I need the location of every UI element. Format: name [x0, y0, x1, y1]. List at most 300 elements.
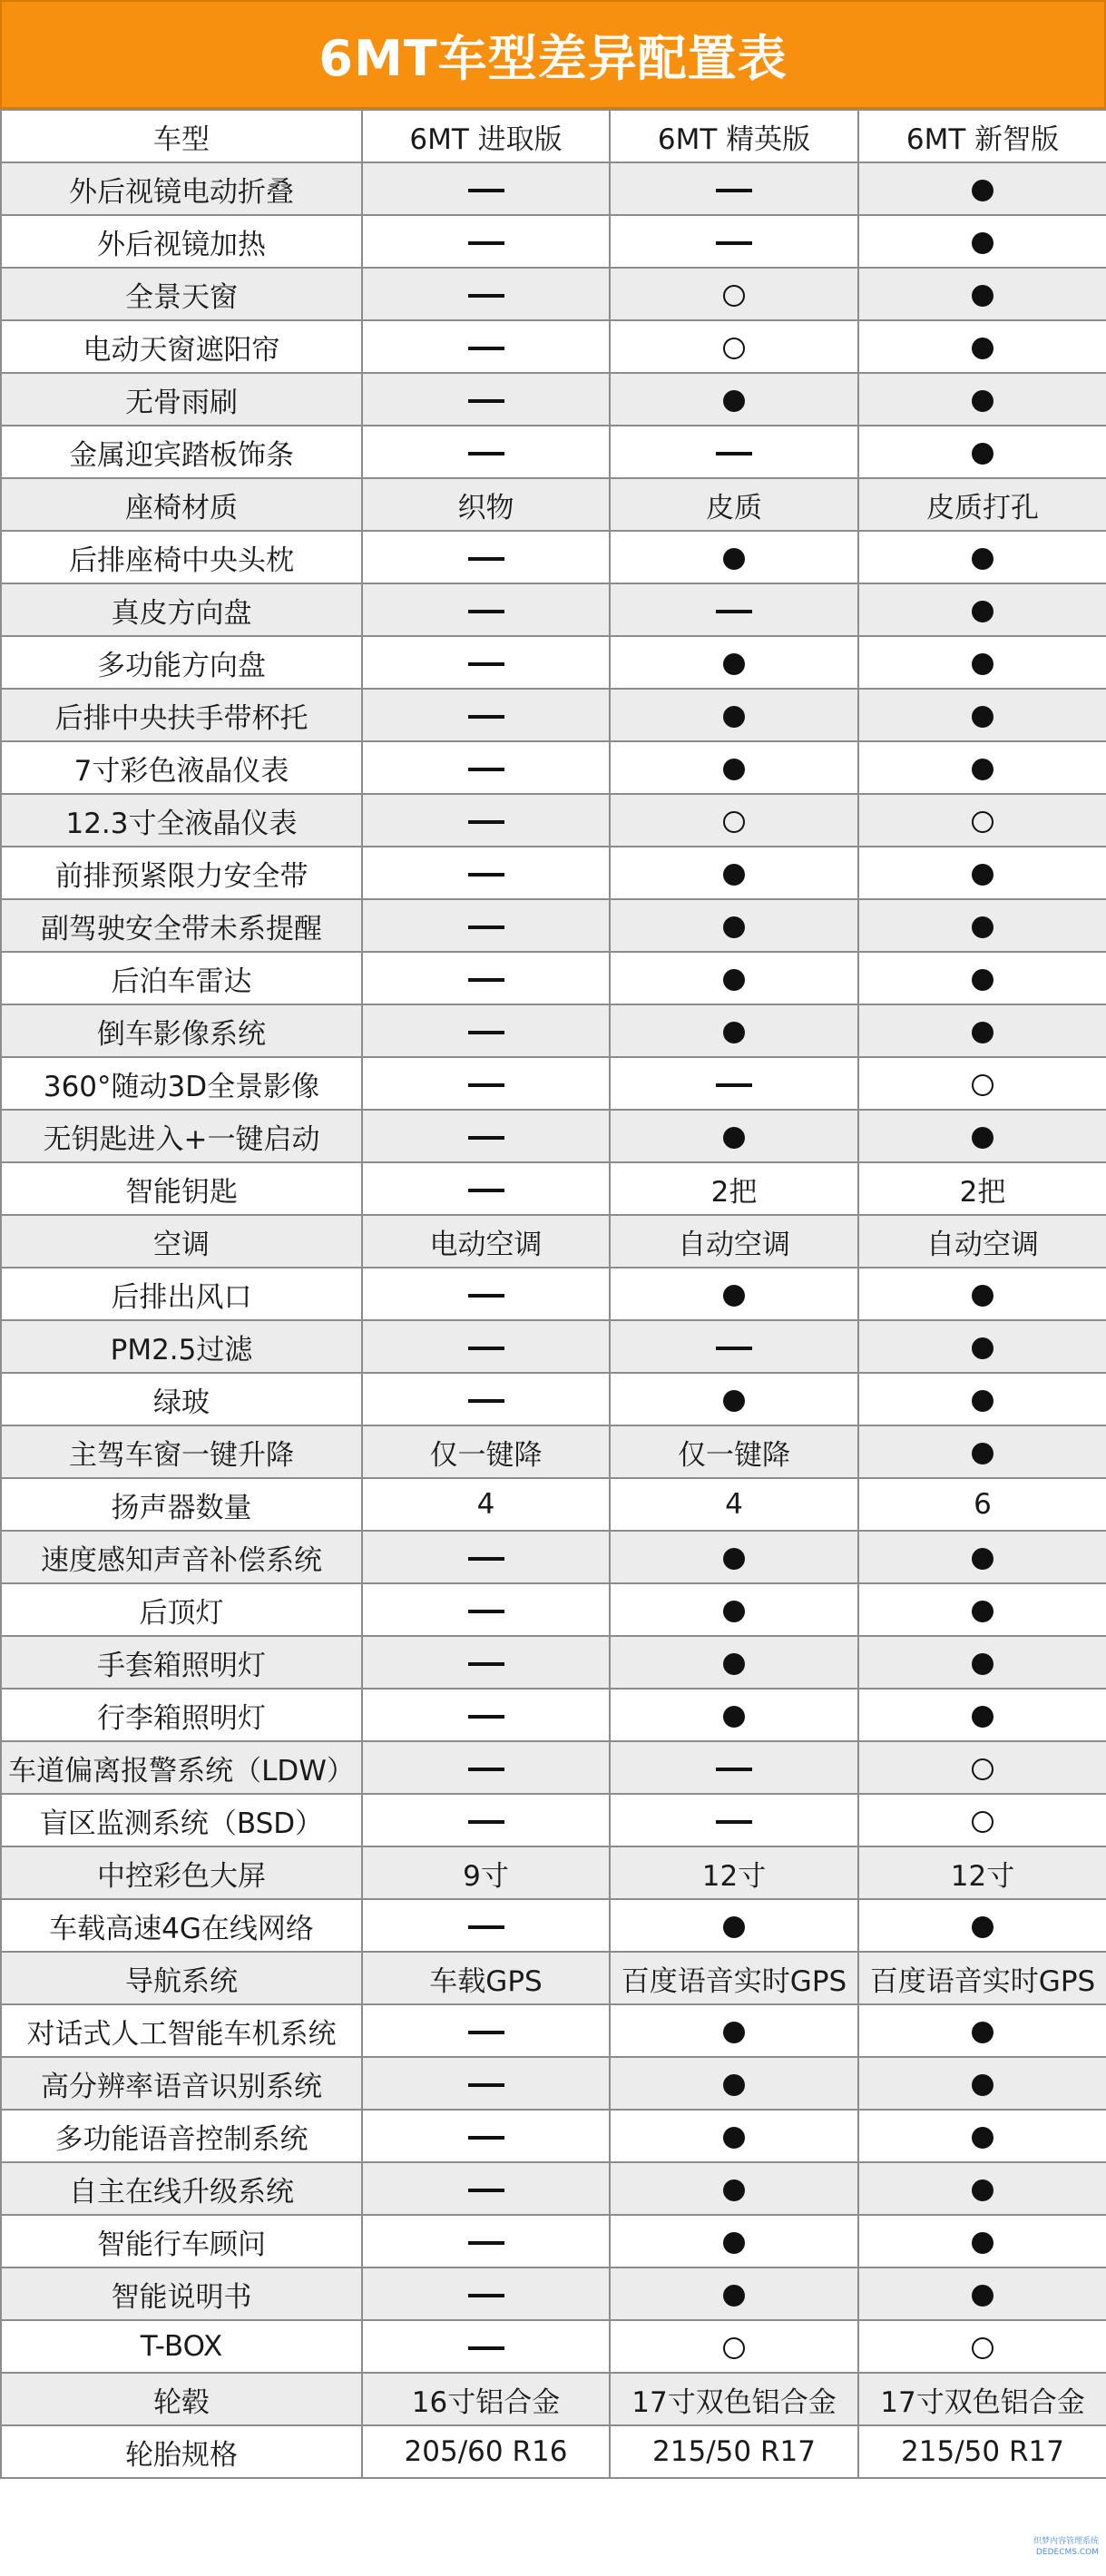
cell-trim-3 [858, 2057, 1106, 2110]
optional-hollow-circle [723, 285, 745, 307]
row-label: 行李箱照明灯 [1, 1689, 362, 1741]
row-label: 360°随动3D全景影像 [1, 1057, 362, 1110]
cell-trim-1 [362, 2110, 610, 2162]
cell-trim-2 [610, 1268, 858, 1320]
standard-filled-circle [972, 916, 993, 938]
cell-trim-1 [362, 426, 610, 478]
cell-trim-3 [858, 1004, 1106, 1057]
not-available-dash [468, 294, 504, 298]
table-row [1, 2004, 1106, 2057]
table-row [1, 373, 1106, 426]
not-available-dash [468, 2241, 504, 2245]
table-row [1, 1741, 1106, 1794]
cell-trim-2 [610, 847, 858, 899]
cell-trim-1: 仅一键降 [362, 1425, 610, 1478]
cell-trim-2 [610, 1110, 858, 1162]
cell-trim-2 [610, 1583, 858, 1636]
standard-filled-circle [972, 1337, 993, 1359]
standard-filled-circle [723, 390, 745, 412]
cell-trim-1 [362, 162, 610, 215]
table-row [1, 1110, 1106, 1162]
table-row [1, 2110, 1106, 2162]
watermark-line-2: DEDECMS.COM [1036, 2548, 1099, 2557]
standard-filled-circle [723, 1706, 745, 1728]
standard-filled-circle [972, 1390, 993, 1412]
table-row [1, 1583, 1106, 1636]
table-header-row [1, 110, 1106, 162]
table-row [1, 952, 1106, 1004]
cell-trim-3 [858, 373, 1106, 426]
optional-hollow-circle [972, 811, 993, 833]
cell-trim-3 [858, 1794, 1106, 1846]
optional-hollow-circle [723, 811, 745, 833]
standard-filled-circle [972, 390, 993, 412]
row-label: 外后视镜电动折叠 [1, 162, 362, 215]
cell-trim-2 [610, 215, 858, 268]
standard-filled-circle [723, 1285, 745, 1307]
cell-trim-2 [610, 741, 858, 794]
standard-filled-circle [723, 2127, 745, 2149]
cell-trim-3 [858, 794, 1106, 847]
not-available-dash [716, 610, 752, 613]
not-available-dash [716, 1083, 752, 1087]
table-row [1, 1846, 1106, 1899]
cell-trim-2: 自动空调 [610, 1215, 858, 1268]
table-row [1, 1899, 1106, 1952]
not-available-dash [468, 768, 504, 771]
not-available-dash [468, 1294, 504, 1298]
cell-trim-2 [610, 2162, 858, 2215]
row-label: 空调 [1, 1215, 362, 1268]
cell-trim-3 [858, 2162, 1106, 2215]
cell-trim-1 [362, 1373, 610, 1425]
standard-filled-circle [972, 2074, 993, 2096]
cell-trim-1 [362, 741, 610, 794]
table-row [1, 162, 1106, 215]
row-label: 后排中央扶手带杯托 [1, 689, 362, 741]
standard-filled-circle [972, 1022, 993, 1043]
standard-filled-circle [723, 706, 745, 728]
cell-trim-1 [362, 2004, 610, 2057]
cell-trim-2 [610, 794, 858, 847]
cell-trim-1: 4 [362, 1478, 610, 1531]
row-label: 后排出风口 [1, 1268, 362, 1320]
table-row [1, 215, 1106, 268]
standard-filled-circle [723, 864, 745, 886]
cell-trim-2 [610, 426, 858, 478]
cell-trim-1 [362, 1689, 610, 1741]
not-available-dash [468, 820, 504, 824]
row-label: 后顶灯 [1, 1583, 362, 1636]
table-row [1, 847, 1106, 899]
not-available-dash [468, 2294, 504, 2297]
cell-trim-3 [858, 1636, 1106, 1689]
row-label: 车载高速4G在线网络 [1, 1899, 362, 1952]
cell-trim-2: 百度语音实时GPS [610, 1952, 858, 2004]
cell-trim-1 [362, 1110, 610, 1162]
table-row [1, 2162, 1106, 2215]
cell-trim-2 [610, 583, 858, 636]
cell-trim-1: 车载GPS [362, 1952, 610, 2004]
cell-trim-2 [610, 373, 858, 426]
not-available-dash [468, 610, 504, 613]
cell-trim-1 [362, 2320, 610, 2373]
table-row [1, 1794, 1106, 1846]
optional-hollow-circle [972, 1074, 993, 1096]
row-label: 7寸彩色液晶仪表 [1, 741, 362, 794]
standard-filled-circle [723, 759, 745, 780]
table-row [1, 478, 1106, 531]
standard-filled-circle [972, 969, 993, 991]
table-row [1, 741, 1106, 794]
standard-filled-circle [723, 1653, 745, 1675]
cell-trim-3 [858, 162, 1106, 215]
cell-trim-2 [610, 1689, 858, 1741]
cell-trim-3 [858, 689, 1106, 741]
row-label: 无钥匙进入+一键启动 [1, 1110, 362, 1162]
cell-trim-2 [610, 1057, 858, 1110]
cell-trim-3 [858, 2215, 1106, 2267]
standard-filled-circle [723, 2285, 745, 2307]
cell-trim-1 [362, 583, 610, 636]
cell-trim-1: 205/60 R16 [362, 2425, 610, 2478]
cell-trim-1 [362, 2215, 610, 2267]
table-row [1, 2425, 1106, 2478]
table-row [1, 1636, 1106, 1689]
table-row [1, 1373, 1106, 1425]
standard-filled-circle [972, 2285, 993, 2307]
not-available-dash [468, 1557, 504, 1561]
row-label: 外后视镜加热 [1, 215, 362, 268]
standard-filled-circle [723, 548, 745, 570]
row-label: 后泊车雷达 [1, 952, 362, 1004]
not-available-dash [716, 189, 752, 192]
row-label: 手套箱照明灯 [1, 1636, 362, 1689]
not-available-dash [468, 978, 504, 982]
cell-trim-3 [858, 741, 1106, 794]
cell-trim-2 [610, 899, 858, 952]
not-available-dash [468, 2031, 504, 2034]
cell-trim-2 [610, 636, 858, 689]
standard-filled-circle [723, 916, 745, 938]
standard-filled-circle [972, 232, 993, 254]
cell-trim-3 [858, 2320, 1106, 2373]
cell-trim-2 [610, 162, 858, 215]
cell-trim-1: 9寸 [362, 1846, 610, 1899]
standard-filled-circle [972, 653, 993, 675]
standard-filled-circle [723, 2074, 745, 2096]
cell-trim-1: 电动空调 [362, 1215, 610, 1268]
column-header-model: 车型 [1, 110, 362, 162]
standard-filled-circle [972, 1285, 993, 1307]
cell-trim-3: 皮质打孔 [858, 478, 1106, 531]
cell-trim-3 [858, 2267, 1106, 2320]
row-label: 中控彩色大屏 [1, 1846, 362, 1899]
cell-trim-1 [362, 320, 610, 373]
cell-trim-1 [362, 636, 610, 689]
row-label: T-BOX [1, 2320, 362, 2373]
row-label: 前排预紧限力安全带 [1, 847, 362, 899]
row-label: 对话式人工智能车机系统 [1, 2004, 362, 2057]
not-available-dash [468, 241, 504, 245]
cell-trim-2 [610, 952, 858, 1004]
not-available-dash [468, 1768, 504, 1771]
cell-trim-2: 12寸 [610, 1846, 858, 1899]
cell-trim-1 [362, 531, 610, 583]
page-title-text: 6MT车型差异配置表 [318, 29, 788, 87]
table-row [1, 2320, 1106, 2373]
not-available-dash [468, 399, 504, 403]
row-label: 速度感知声音补偿系统 [1, 1531, 362, 1583]
cell-trim-2: 4 [610, 1478, 858, 1531]
cell-trim-2 [610, 268, 858, 320]
spec-table [0, 109, 1106, 2479]
standard-filled-circle [723, 1601, 745, 1622]
cell-trim-3 [858, 1425, 1106, 1478]
not-available-dash [468, 662, 504, 666]
cell-trim-3: 17寸双色铝合金 [858, 2373, 1106, 2425]
table-row [1, 531, 1106, 583]
standard-filled-circle [972, 1127, 993, 1149]
cell-trim-1 [362, 1583, 610, 1636]
cell-trim-3 [858, 531, 1106, 583]
row-label: PM2.5过滤 [1, 1320, 362, 1373]
cell-trim-2 [610, 531, 858, 583]
cell-trim-1 [362, 1636, 610, 1689]
row-label: 盲区监测系统（BSD） [1, 1794, 362, 1846]
not-available-dash [716, 452, 752, 455]
cell-trim-1 [362, 1162, 610, 1215]
cell-trim-3 [858, 215, 1106, 268]
standard-filled-circle [723, 1127, 745, 1149]
standard-filled-circle [972, 2022, 993, 2043]
cell-trim-2 [610, 1899, 858, 1952]
cell-trim-3: 215/50 R17 [858, 2425, 1106, 2478]
cell-trim-2 [610, 2320, 858, 2373]
standard-filled-circle [972, 2179, 993, 2201]
row-label: 导航系统 [1, 1952, 362, 2004]
row-label: 后排座椅中央头枕 [1, 531, 362, 583]
watermark-line-1: 织梦内容管理系统 [1033, 2537, 1099, 2546]
table-row [1, 899, 1106, 952]
cell-trim-1 [362, 1531, 610, 1583]
not-available-dash [468, 1083, 504, 1087]
cell-trim-2 [610, 320, 858, 373]
cell-trim-3 [858, 2004, 1106, 2057]
row-label: 无骨雨刷 [1, 373, 362, 426]
not-available-dash [468, 1820, 504, 1824]
standard-filled-circle [972, 706, 993, 728]
table-row [1, 1215, 1106, 1268]
standard-filled-circle [972, 548, 993, 570]
table-row [1, 794, 1106, 847]
not-available-dash [468, 347, 504, 350]
row-label: 智能说明书 [1, 2267, 362, 2320]
cell-trim-3 [858, 1899, 1106, 1952]
table-row [1, 2057, 1106, 2110]
cell-trim-3: 百度语音实时GPS [858, 1952, 1106, 2004]
cell-trim-2: 17寸双色铝合金 [610, 2373, 858, 2425]
cell-trim-3 [858, 1110, 1106, 1162]
standard-filled-circle [972, 2232, 993, 2254]
table-row [1, 1004, 1106, 1057]
cell-trim-1 [362, 215, 610, 268]
row-label: 扬声器数量 [1, 1478, 362, 1531]
cell-trim-1 [362, 794, 610, 847]
standard-filled-circle [723, 2022, 745, 2043]
cell-trim-2 [610, 2215, 858, 2267]
cell-trim-1 [362, 689, 610, 741]
not-available-dash [468, 452, 504, 455]
row-label: 12.3寸全液晶仪表 [1, 794, 362, 847]
cell-trim-1 [362, 268, 610, 320]
column-header-trim-3: 6MT 新智版 [858, 110, 1106, 162]
standard-filled-circle [723, 1022, 745, 1043]
not-available-dash [716, 1768, 752, 1771]
cell-trim-3 [858, 1268, 1106, 1320]
table-row [1, 1531, 1106, 1583]
cell-trim-2 [610, 1741, 858, 1794]
standard-filled-circle [972, 1653, 993, 1675]
table-row [1, 426, 1106, 478]
not-available-dash [468, 2083, 504, 2087]
cell-trim-1 [362, 1794, 610, 1846]
cell-trim-1 [362, 1057, 610, 1110]
cell-trim-1 [362, 952, 610, 1004]
row-label: 轮毂 [1, 2373, 362, 2425]
table-row [1, 2267, 1106, 2320]
optional-hollow-circle [723, 338, 745, 359]
table-row [1, 320, 1106, 373]
cell-trim-2: 2把 [610, 1162, 858, 1215]
cell-trim-2 [610, 2004, 858, 2057]
cell-trim-2: 215/50 R17 [610, 2425, 858, 2478]
not-available-dash [468, 2136, 504, 2140]
cell-trim-2 [610, 1320, 858, 1373]
cell-trim-1 [362, 1899, 610, 1952]
cell-trim-1 [362, 1741, 610, 1794]
cell-trim-1 [362, 373, 610, 426]
cell-trim-3 [858, 2110, 1106, 2162]
cell-trim-1 [362, 847, 610, 899]
table-row [1, 268, 1106, 320]
not-available-dash [468, 1031, 504, 1034]
cell-trim-3: 2把 [858, 1162, 1106, 1215]
row-label: 金属迎宾踏板饰条 [1, 426, 362, 478]
cell-trim-3 [858, 320, 1106, 373]
not-available-dash [468, 1715, 504, 1719]
row-label: 轮胎规格 [1, 2425, 362, 2478]
standard-filled-circle [723, 1916, 745, 1938]
row-label: 座椅材质 [1, 478, 362, 531]
cell-trim-3 [858, 268, 1106, 320]
not-available-dash [468, 1136, 504, 1140]
cell-trim-3 [858, 847, 1106, 899]
standard-filled-circle [972, 1601, 993, 1622]
row-label: 主驾车窗一键升降 [1, 1425, 362, 1478]
cell-trim-3 [858, 1583, 1106, 1636]
not-available-dash [468, 1662, 504, 1666]
not-available-dash [716, 1347, 752, 1350]
row-label: 智能钥匙 [1, 1162, 362, 1215]
cell-trim-1 [362, 1268, 610, 1320]
table-row [1, 1162, 1106, 1215]
not-available-dash [716, 241, 752, 245]
cell-trim-3: 12寸 [858, 1846, 1106, 1899]
standard-filled-circle [972, 1706, 993, 1728]
not-available-dash [468, 873, 504, 877]
column-header-trim-2: 6MT 精英版 [610, 110, 858, 162]
cell-trim-3 [858, 1741, 1106, 1794]
cell-trim-2 [610, 1373, 858, 1425]
row-label: 智能行车顾问 [1, 2215, 362, 2267]
not-available-dash [468, 1925, 504, 1929]
row-label: 高分辨率语音识别系统 [1, 2057, 362, 2110]
not-available-dash [468, 926, 504, 929]
cell-trim-2 [610, 1531, 858, 1583]
row-label: 电动天窗遮阳帘 [1, 320, 362, 373]
table-row [1, 2215, 1106, 2267]
standard-filled-circle [972, 1916, 993, 1938]
table-row [1, 1952, 1106, 2004]
not-available-dash [468, 557, 504, 561]
cell-trim-2 [610, 1004, 858, 1057]
row-label: 副驾驶安全带未系提醒 [1, 899, 362, 952]
page-title [0, 0, 1106, 109]
cell-trim-3 [858, 636, 1106, 689]
cell-trim-2 [610, 1794, 858, 1846]
row-label: 车道偏离报警系统（LDW） [1, 1741, 362, 1794]
not-available-dash [468, 2189, 504, 2192]
standard-filled-circle [723, 653, 745, 675]
standard-filled-circle [972, 443, 993, 465]
cell-trim-1 [362, 1004, 610, 1057]
cell-trim-3 [858, 583, 1106, 636]
watermark-logo [1021, 2536, 1099, 2571]
cell-trim-3: 6 [858, 1478, 1106, 1531]
cell-trim-3 [858, 899, 1106, 952]
not-available-dash [468, 2346, 504, 2350]
cell-trim-3 [858, 1689, 1106, 1741]
row-label: 全景天窗 [1, 268, 362, 320]
cell-trim-3 [858, 952, 1106, 1004]
cell-trim-2 [610, 2267, 858, 2320]
not-available-dash [716, 1820, 752, 1824]
optional-hollow-circle [723, 2337, 745, 2359]
table-row [1, 1478, 1106, 1531]
not-available-dash [468, 1610, 504, 1613]
standard-filled-circle [723, 2179, 745, 2201]
table-row [1, 689, 1106, 741]
table-row [1, 1320, 1106, 1373]
optional-hollow-circle [972, 1758, 993, 1780]
cell-trim-1 [362, 2267, 610, 2320]
not-available-dash [468, 1399, 504, 1403]
cell-trim-1 [362, 1320, 610, 1373]
cell-trim-2 [610, 2110, 858, 2162]
cell-trim-1 [362, 2057, 610, 2110]
standard-filled-circle [723, 1390, 745, 1412]
cell-trim-3 [858, 1373, 1106, 1425]
table-row [1, 1425, 1106, 1478]
standard-filled-circle [972, 601, 993, 622]
row-label: 绿玻 [1, 1373, 362, 1425]
standard-filled-circle [972, 338, 993, 359]
standard-filled-circle [723, 2232, 745, 2254]
row-label: 多功能方向盘 [1, 636, 362, 689]
optional-hollow-circle [972, 2337, 993, 2359]
cell-trim-1: 16寸铝合金 [362, 2373, 610, 2425]
